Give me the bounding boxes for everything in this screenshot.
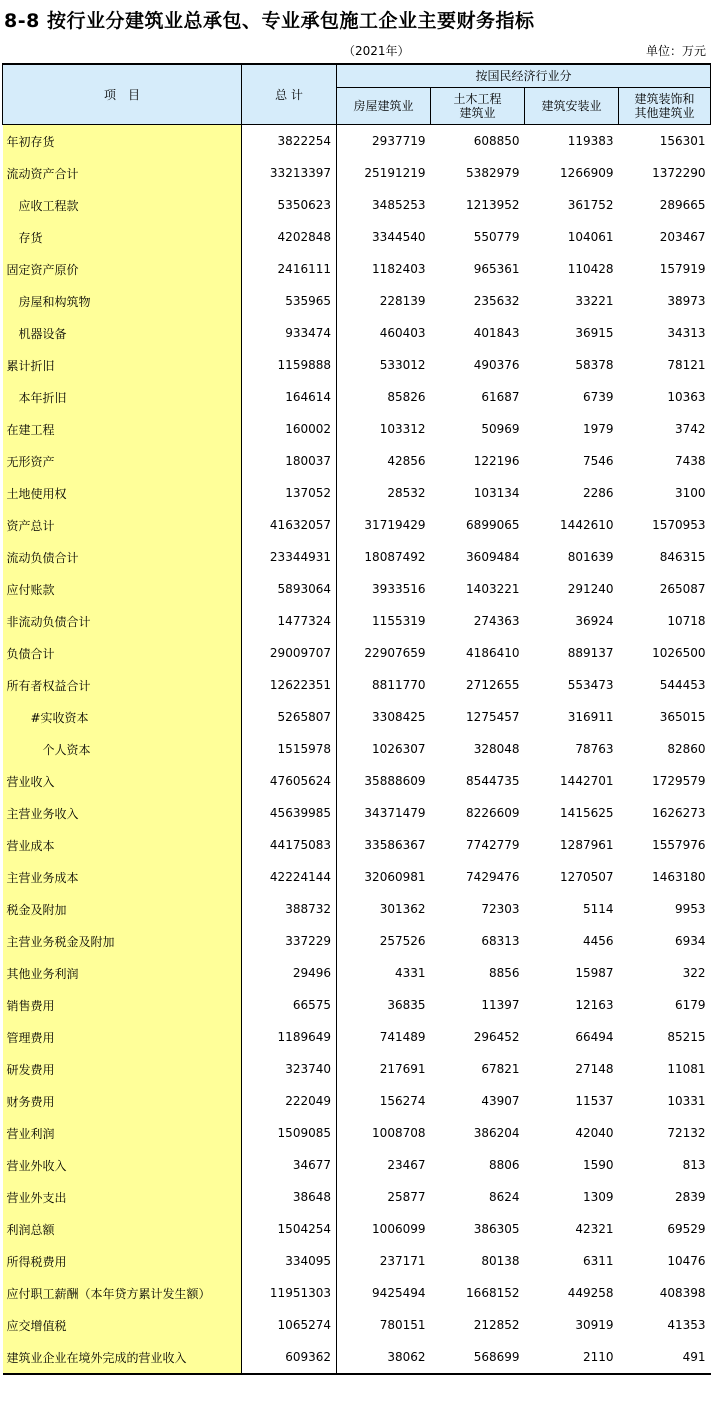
subtitle-line <box>0 40 712 58</box>
row-label: 建筑业企业在境外完成的营业收入 <box>3 1341 242 1374</box>
cell-value: 1006099 <box>372 1222 426 1236</box>
row-label: 流动资产合计 <box>3 157 242 189</box>
cell-value: 1155319 <box>372 614 426 628</box>
cell-value: 104061 <box>567 230 614 244</box>
cell-total: 1189649 <box>242 1021 337 1053</box>
cell-value: 889137 <box>567 646 614 660</box>
cell-value: 61687 <box>481 390 520 404</box>
cell-value: 490376 <box>473 358 520 372</box>
cell-total: 1515978 <box>242 733 337 765</box>
cell-value: 122196 <box>473 454 520 468</box>
cell-value: 291240 <box>567 582 614 596</box>
cell-total: 388732 <box>242 893 337 925</box>
header-industry-group: 按国民经济行业分 <box>337 64 711 88</box>
header-col-0: 房屋建筑业 <box>337 88 431 125</box>
table-row <box>3 733 711 765</box>
row-label: 主营业务成本 <box>3 861 242 893</box>
cell-value: 1026307 <box>372 742 426 756</box>
cell-total: 3822254 <box>242 125 337 158</box>
cell-value: 18087492 <box>364 550 426 564</box>
table-row <box>3 701 711 733</box>
cell-value: 34313 <box>667 326 706 340</box>
cell-value: 237171 <box>379 1254 426 1268</box>
row-label: 其他业务利润 <box>3 957 242 989</box>
cell-value: 780151 <box>379 1318 426 1332</box>
cell-total: 33213397 <box>242 157 337 189</box>
row-label: 营业收入 <box>3 765 242 797</box>
table-row <box>3 253 711 285</box>
row-label: 本年折旧 <box>3 381 242 413</box>
cell-total: 12622351 <box>242 669 337 701</box>
cell-value: 274363 <box>473 614 520 628</box>
cell-value: 43907 <box>481 1094 520 1108</box>
cell-value: 322 <box>682 966 706 980</box>
table-row <box>3 157 711 189</box>
row-label: 应付职工薪酬（本年贷方累计发生额） <box>3 1277 242 1309</box>
cell-value: 156274 <box>379 1094 426 1108</box>
row-label: 营业外收入 <box>3 1149 242 1181</box>
cell-value: 66494 <box>575 1030 614 1044</box>
cell-value: 15987 <box>575 966 614 980</box>
table-row <box>3 349 711 381</box>
header-item: 项 目 <box>3 64 242 125</box>
cell-total: 5893064 <box>242 573 337 605</box>
row-label: 房屋和构筑物 <box>3 285 242 317</box>
cell-value: 328048 <box>473 742 520 756</box>
cell-value: 1668152 <box>466 1286 520 1300</box>
cell-value: 36924 <box>575 614 614 628</box>
cell-value: 58378 <box>575 358 614 372</box>
cell-value: 1270507 <box>560 870 614 884</box>
cell-value: 7438 <box>674 454 706 468</box>
cell-value: 6739 <box>582 390 614 404</box>
row-label: 管理费用 <box>3 1021 242 1053</box>
cell-value: 235632 <box>473 294 520 308</box>
cell-total: 323740 <box>242 1053 337 1085</box>
row-label: 利润总额 <box>3 1213 242 1245</box>
cell-value: 1729579 <box>652 774 706 788</box>
cell-value: 1557976 <box>652 838 706 852</box>
cell-value: 7742779 <box>466 838 520 852</box>
cell-value: 42321 <box>575 1222 614 1236</box>
cell-value: 42040 <box>575 1126 614 1140</box>
cell-value: 2712655 <box>466 678 520 692</box>
cell-value: 6179 <box>674 998 706 1012</box>
cell-total: 334095 <box>242 1245 337 1277</box>
cell-value: 4331 <box>394 966 426 980</box>
cell-value: 553473 <box>567 678 614 692</box>
cell-value: 11397 <box>481 998 520 1012</box>
cell-value: 103312 <box>379 422 426 436</box>
cell-value: 550779 <box>473 230 520 244</box>
cell-value: 1275457 <box>466 710 520 724</box>
row-label: 应交增值税 <box>3 1309 242 1341</box>
cell-value: 11081 <box>667 1062 706 1076</box>
cell-value: 386204 <box>473 1126 520 1140</box>
page-title: 8-8 按行业分建筑业总承包、专业承包施工企业主要财务指标 <box>4 10 535 32</box>
row-label: 流动负债合计 <box>3 541 242 573</box>
cell-value: 1309 <box>582 1190 614 1204</box>
table-row <box>3 573 711 605</box>
cell-value: 23467 <box>387 1158 426 1172</box>
cell-value: 491 <box>619 1341 711 1374</box>
header-col-1: 土木工程 建筑业 <box>431 88 525 125</box>
cell-total: 1159888 <box>242 349 337 381</box>
cell-value: 1442610 <box>560 518 614 532</box>
cell-total: 337229 <box>242 925 337 957</box>
cell-value: 3609484 <box>466 550 520 564</box>
cell-total: 45639985 <box>242 797 337 829</box>
cell-value: 110428 <box>567 262 614 276</box>
cell-value: 36835 <box>387 998 426 1012</box>
cell-value: 82860 <box>667 742 706 756</box>
cell-value: 31719429 <box>364 518 426 532</box>
cell-value: 316911 <box>567 710 614 724</box>
cell-total: 180037 <box>242 445 337 477</box>
cell-value: 103134 <box>473 486 520 500</box>
cell-value: 157919 <box>659 262 706 276</box>
row-label: 年初存货 <box>3 125 242 158</box>
cell-value: 10476 <box>667 1254 706 1268</box>
cell-total: 11951303 <box>242 1277 337 1309</box>
cell-value: 1266909 <box>560 166 614 180</box>
cell-value: 401843 <box>473 326 520 340</box>
cell-value: 67821 <box>481 1062 520 1076</box>
table-row <box>3 1309 711 1341</box>
table-row <box>3 1181 711 1213</box>
cell-value: 1008708 <box>372 1126 426 1140</box>
row-label: 营业成本 <box>3 829 242 861</box>
header-row-group <box>3 64 711 88</box>
cell-value: 25877 <box>387 1190 426 1204</box>
cell-value: 741489 <box>379 1030 426 1044</box>
cell-value: 12163 <box>575 998 614 1012</box>
cell-value: 608850 <box>473 134 520 148</box>
table-row <box>3 541 711 573</box>
table-row <box>3 413 711 445</box>
table-row <box>3 445 711 477</box>
table-row <box>3 1053 711 1085</box>
cell-total: 29009707 <box>242 637 337 669</box>
cell-value: 33221 <box>575 294 614 308</box>
table-row <box>3 1213 711 1245</box>
cell-value: 1626273 <box>652 806 706 820</box>
cell-value: 8544735 <box>466 774 520 788</box>
cell-value: 7546 <box>582 454 614 468</box>
cell-value: 85826 <box>387 390 426 404</box>
cell-value: 41353 <box>667 1318 706 1332</box>
cell-value: 85215 <box>667 1030 706 1044</box>
cell-value: 3485253 <box>372 198 426 212</box>
cell-value: 365015 <box>659 710 706 724</box>
cell-value: 32060981 <box>364 870 426 884</box>
cell-value: 568699 <box>431 1341 525 1374</box>
cell-value: 8624 <box>488 1190 520 1204</box>
cell-value: 10718 <box>667 614 706 628</box>
cell-value: 2839 <box>674 1190 706 1204</box>
table-row <box>3 861 711 893</box>
cell-value: 217691 <box>379 1062 426 1076</box>
cell-value: 25191219 <box>364 166 426 180</box>
cell-value: 9953 <box>674 902 706 916</box>
row-label: 存货 <box>3 221 242 253</box>
cell-value: 8811770 <box>372 678 426 692</box>
cell-total: 5265807 <box>242 701 337 733</box>
cell-value: 460403 <box>379 326 426 340</box>
cell-total: 34677 <box>242 1149 337 1181</box>
cell-value: 42856 <box>387 454 426 468</box>
cell-value: 1442701 <box>560 774 614 788</box>
cell-value: 846315 <box>659 550 706 564</box>
table-row <box>3 925 711 957</box>
year-label: （2021年） <box>343 44 410 58</box>
cell-value: 1182403 <box>372 262 426 276</box>
cell-value: 38062 <box>337 1341 431 1374</box>
cell-value: 2110 <box>525 1341 619 1374</box>
cell-value: 813 <box>682 1158 706 1172</box>
table-row <box>3 189 711 221</box>
cell-value: 228139 <box>379 294 426 308</box>
cell-value: 8856 <box>488 966 520 980</box>
header-total: 总 计 <box>242 64 337 125</box>
cell-value: 203467 <box>659 230 706 244</box>
table-row <box>3 1245 711 1277</box>
cell-value: 296452 <box>473 1030 520 1044</box>
cell-value: 5382979 <box>466 166 520 180</box>
table-row <box>3 1021 711 1053</box>
cell-value: 1403221 <box>466 582 520 596</box>
cell-value: 7429476 <box>466 870 520 884</box>
cell-value: 1415625 <box>560 806 614 820</box>
row-label: 无形资产 <box>3 445 242 477</box>
row-label: 应收工程款 <box>3 189 242 221</box>
cell-total: 137052 <box>242 477 337 509</box>
cell-total: 41632057 <box>242 509 337 541</box>
cell-value: 4456 <box>582 934 614 948</box>
cell-value: 801639 <box>567 550 614 564</box>
cell-value: 22907659 <box>364 646 426 660</box>
cell-value: 69529 <box>667 1222 706 1236</box>
cell-value: 965361 <box>473 262 520 276</box>
table-row <box>3 797 711 829</box>
cell-value: 38973 <box>667 294 706 308</box>
table-body <box>3 125 711 1375</box>
row-label: 土地使用权 <box>3 477 242 509</box>
row-label: 累计折旧 <box>3 349 242 381</box>
cell-value: 35888609 <box>364 774 426 788</box>
cell-value: 11537 <box>575 1094 614 1108</box>
row-label: 税金及附加 <box>3 893 242 925</box>
cell-total: 38648 <box>242 1181 337 1213</box>
cell-value: 78763 <box>575 742 614 756</box>
table-row <box>3 285 711 317</box>
cell-value: 34371479 <box>364 806 426 820</box>
row-label: 在建工程 <box>3 413 242 445</box>
cell-value: 1979 <box>582 422 614 436</box>
cell-total: 1509085 <box>242 1117 337 1149</box>
row-label: 机器设备 <box>3 317 242 349</box>
cell-value: 265087 <box>659 582 706 596</box>
cell-value: 27148 <box>575 1062 614 1076</box>
cell-total: 4202848 <box>242 221 337 253</box>
cell-value: 72132 <box>667 1126 706 1140</box>
cell-value: 1287961 <box>560 838 614 852</box>
cell-value: 1372290 <box>652 166 706 180</box>
cell-value: 1213952 <box>466 198 520 212</box>
cell-value: 544453 <box>659 678 706 692</box>
cell-value: 68313 <box>481 934 520 948</box>
cell-value: 10331 <box>667 1094 706 1108</box>
cell-total: 5350623 <box>242 189 337 221</box>
cell-total: 23344931 <box>242 541 337 573</box>
cell-value: 257526 <box>379 934 426 948</box>
table-row <box>3 637 711 669</box>
row-label: 负债合计 <box>3 637 242 669</box>
row-label: 研发费用 <box>3 1053 242 1085</box>
cell-value: 2937719 <box>372 134 426 148</box>
table-row <box>3 669 711 701</box>
unit-label: 单位：万元 <box>645 44 706 58</box>
cell-total: 609362 <box>242 1341 337 1374</box>
table-row <box>3 221 711 253</box>
table-row <box>3 1341 711 1374</box>
table-row <box>3 957 711 989</box>
row-label: 个人资本 <box>3 733 242 765</box>
cell-total: 1504254 <box>242 1213 337 1245</box>
cell-total: 66575 <box>242 989 337 1021</box>
cell-value: 449258 <box>567 1286 614 1300</box>
table-row <box>3 509 711 541</box>
cell-value: 1590 <box>582 1158 614 1172</box>
cell-value: 3100 <box>674 486 706 500</box>
cell-value: 1026500 <box>652 646 706 660</box>
table-row <box>3 605 711 637</box>
row-label: #实收资本 <box>3 701 242 733</box>
header-col-3: 建筑装饰和 其他建筑业 <box>619 88 711 125</box>
table-row <box>3 1117 711 1149</box>
row-label: 所得税费用 <box>3 1245 242 1277</box>
table-row <box>3 893 711 925</box>
cell-value: 80138 <box>481 1254 520 1268</box>
cell-value: 6934 <box>674 934 706 948</box>
cell-total: 1477324 <box>242 605 337 637</box>
table-row <box>3 477 711 509</box>
row-label: 非流动负债合计 <box>3 605 242 637</box>
cell-total: 933474 <box>242 317 337 349</box>
cell-value: 212852 <box>473 1318 520 1332</box>
row-label: 销售费用 <box>3 989 242 1021</box>
cell-value: 3344540 <box>372 230 426 244</box>
cell-value: 3308425 <box>372 710 426 724</box>
cell-value: 1463180 <box>652 870 706 884</box>
cell-value: 1570953 <box>652 518 706 532</box>
cell-value: 10363 <box>667 390 706 404</box>
cell-total: 164614 <box>242 381 337 413</box>
table-row <box>3 1277 711 1309</box>
row-label: 主营业务收入 <box>3 797 242 829</box>
table-row <box>3 1149 711 1181</box>
financial-indicators-table <box>2 63 711 1375</box>
cell-value: 8806 <box>488 1158 520 1172</box>
cell-value: 289665 <box>659 198 706 212</box>
cell-value: 50969 <box>481 422 520 436</box>
row-label: 固定资产原价 <box>3 253 242 285</box>
cell-value: 386305 <box>473 1222 520 1236</box>
table-row <box>3 317 711 349</box>
cell-total: 47605624 <box>242 765 337 797</box>
table-row <box>3 381 711 413</box>
header-col-2: 建筑安装业 <box>525 88 619 125</box>
cell-total: 222049 <box>242 1085 337 1117</box>
table-row <box>3 765 711 797</box>
row-label: 主营业务税金及附加 <box>3 925 242 957</box>
cell-total: 42224144 <box>242 861 337 893</box>
cell-total: 2416111 <box>242 253 337 285</box>
cell-value: 72303 <box>481 902 520 916</box>
row-label: 应付账款 <box>3 573 242 605</box>
cell-value: 361752 <box>567 198 614 212</box>
cell-value: 301362 <box>379 902 426 916</box>
cell-value: 5114 <box>582 902 614 916</box>
cell-value: 6899065 <box>466 518 520 532</box>
cell-total: 29496 <box>242 957 337 989</box>
row-label: 营业外支出 <box>3 1181 242 1213</box>
table-row <box>3 989 711 1021</box>
cell-total: 535965 <box>242 285 337 317</box>
cell-total: 44175083 <box>242 829 337 861</box>
table-row <box>3 125 711 158</box>
row-label: 财务费用 <box>3 1085 242 1117</box>
cell-value: 30919 <box>575 1318 614 1332</box>
cell-value: 9425494 <box>372 1286 426 1300</box>
cell-value: 78121 <box>667 358 706 372</box>
cell-value: 36915 <box>575 326 614 340</box>
cell-value: 119383 <box>567 134 614 148</box>
cell-value: 3933516 <box>372 582 426 596</box>
table-row <box>3 1085 711 1117</box>
cell-total: 1065274 <box>242 1309 337 1341</box>
cell-value: 3742 <box>674 422 706 436</box>
cell-value: 28532 <box>387 486 426 500</box>
cell-value: 156301 <box>659 134 706 148</box>
cell-value: 408398 <box>659 1286 706 1300</box>
row-label: 资产总计 <box>3 509 242 541</box>
cell-value: 8226609 <box>466 806 520 820</box>
cell-value: 33586367 <box>364 838 426 852</box>
cell-total: 160002 <box>242 413 337 445</box>
cell-value: 2286 <box>582 486 614 500</box>
row-label: 所有者权益合计 <box>3 669 242 701</box>
cell-value: 4186410 <box>466 646 520 660</box>
cell-value: 533012 <box>379 358 426 372</box>
row-label: 营业利润 <box>3 1117 242 1149</box>
table-row <box>3 829 711 861</box>
cell-value: 6311 <box>582 1254 614 1268</box>
